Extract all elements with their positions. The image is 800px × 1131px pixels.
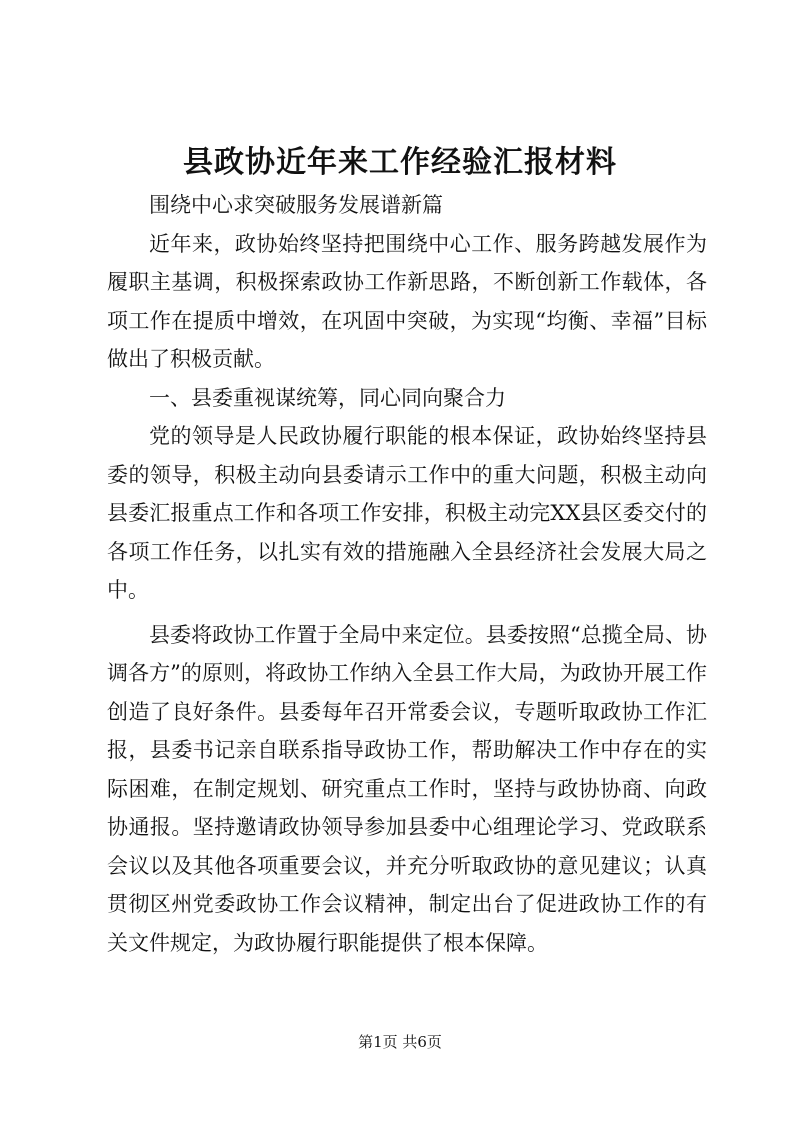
intro-paragraph: 近年来，政协始终坚持把围绕中心工作、服务跨越发展作为履职主基调，积极探索政协工作新思路，不断创新工作载体，各项工作在提质中增效，在巩固中突破，为实现“均衡、幸福”目标做出了积极贡献。 [107,231,707,371]
section-heading: 一、县委重视谋统筹，同心同向聚合力 [149,385,506,410]
body-paragraph: 党的领导是人民政协履行职能的根本保证，政协始终坚持县委的领导，积极主动向县委请示工作中的重大问题，积极主动向县委汇报重点工作和各项工作安排，积极主动完XX县区委交付的各项工作任务，以扎实有效的措施融入全县经济社会发展大局之中。 [107,424,707,602]
document-body [107,186,707,962]
body-paragraph: 县委将政协工作置于全局中来定位。县委按照“总揽全局、协调各方”的原则，将政协工作纳入全县工作大局，为政协开展工作创造了良好条件。县委每年召开常委会议，专题听取政协工作汇报，县委书记亲自联系指导政协工作，帮助解决工作中存在的实际困难，在制定规划、研究重点工作时，坚持与政协协商、向政协通报。坚持邀请政协领导参加县委中心组理论学习、党政联系会议以及其他各项重要会议，并充分听取政协的意见建议；认真贯彻区州党委政协工作会议精神，制定出台了促进政协工作的有关文件规定，为政协履行职能提供了根本保障。 [107,622,707,955]
subtitle-paragraph: 围绕中心求突破服务发展谱新篇 [149,193,443,217]
document-title: 县政协近年来工作经验汇报材料 [183,145,617,180]
page-number-footer: 第1页 共6页 [358,1033,442,1051]
